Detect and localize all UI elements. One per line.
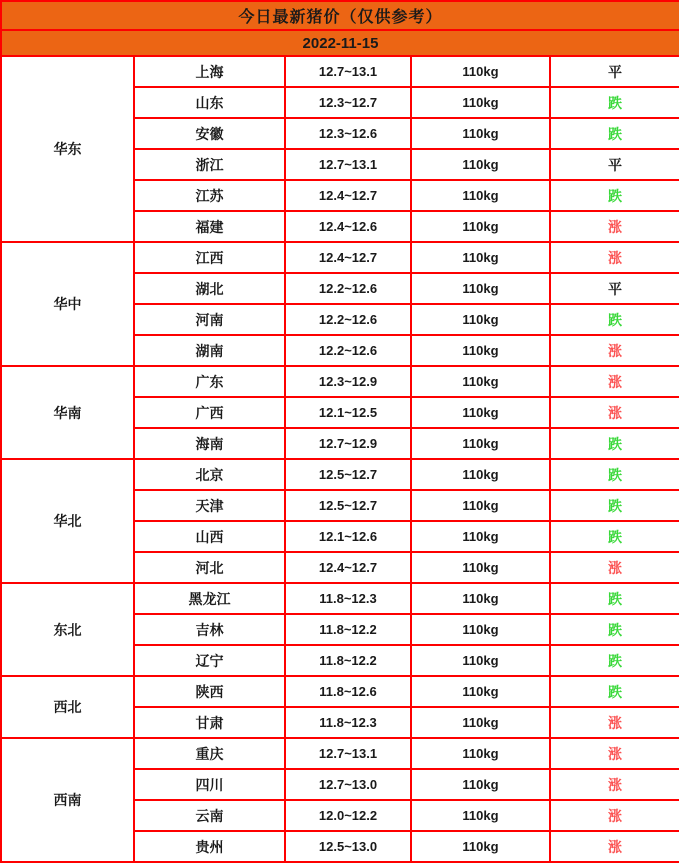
- province-cell: 江西: [134, 242, 285, 273]
- trend-cell: 涨: [550, 552, 679, 583]
- weight-cell: 110kg: [411, 645, 550, 676]
- price-range-cell: 12.7~13.1: [285, 56, 411, 87]
- region-cell: 华中: [1, 242, 134, 366]
- trend-cell: 跌: [550, 614, 679, 645]
- weight-cell: 110kg: [411, 397, 550, 428]
- table-row: [1, 242, 679, 273]
- province-cell: 福建: [134, 211, 285, 242]
- trend-cell: 跌: [550, 304, 679, 335]
- region-cell: 西南: [1, 738, 134, 862]
- province-cell: 江苏: [134, 180, 285, 211]
- province-cell: 河南: [134, 304, 285, 335]
- price-range-cell: 12.3~12.7: [285, 87, 411, 118]
- province-cell: 黑龙江: [134, 583, 285, 614]
- province-cell: 北京: [134, 459, 285, 490]
- weight-cell: 110kg: [411, 831, 550, 862]
- weight-cell: 110kg: [411, 242, 550, 273]
- province-cell: 贵州: [134, 831, 285, 862]
- province-cell: 四川: [134, 769, 285, 800]
- price-range-cell: 12.5~13.0: [285, 831, 411, 862]
- weight-cell: 110kg: [411, 707, 550, 738]
- weight-cell: 110kg: [411, 273, 550, 304]
- weight-cell: 110kg: [411, 552, 550, 583]
- date-label: 2022-11-15: [1, 30, 679, 56]
- province-cell: 重庆: [134, 738, 285, 769]
- price-range-cell: 12.5~12.7: [285, 459, 411, 490]
- province-cell: 浙江: [134, 149, 285, 180]
- weight-cell: 110kg: [411, 459, 550, 490]
- province-cell: 云南: [134, 800, 285, 831]
- province-cell: 安徽: [134, 118, 285, 149]
- page-title: 今日最新猪价（仅供参考）: [1, 1, 679, 30]
- trend-cell: 涨: [550, 831, 679, 862]
- table-row: [1, 459, 679, 490]
- table-row: [1, 738, 679, 769]
- trend-cell: 涨: [550, 397, 679, 428]
- trend-cell: 平: [550, 273, 679, 304]
- province-cell: 陕西: [134, 676, 285, 707]
- weight-cell: 110kg: [411, 614, 550, 645]
- price-range-cell: 12.1~12.5: [285, 397, 411, 428]
- trend-cell: 涨: [550, 366, 679, 397]
- weight-cell: 110kg: [411, 180, 550, 211]
- trend-cell: 涨: [550, 707, 679, 738]
- trend-cell: 涨: [550, 738, 679, 769]
- trend-cell: 跌: [550, 459, 679, 490]
- province-cell: 广西: [134, 397, 285, 428]
- weight-cell: 110kg: [411, 87, 550, 118]
- weight-cell: 110kg: [411, 149, 550, 180]
- weight-cell: 110kg: [411, 304, 550, 335]
- price-range-cell: 12.7~13.0: [285, 769, 411, 800]
- province-cell: 吉林: [134, 614, 285, 645]
- trend-cell: 平: [550, 56, 679, 87]
- price-range-cell: 11.8~12.2: [285, 614, 411, 645]
- trend-cell: 涨: [550, 211, 679, 242]
- price-range-cell: 12.1~12.6: [285, 521, 411, 552]
- trend-cell: 跌: [550, 583, 679, 614]
- trend-cell: 涨: [550, 800, 679, 831]
- weight-cell: 110kg: [411, 521, 550, 552]
- table-row: [1, 366, 679, 397]
- price-range-cell: 11.8~12.2: [285, 645, 411, 676]
- table-row: [1, 583, 679, 614]
- price-range-cell: 12.4~12.7: [285, 180, 411, 211]
- province-cell: 河北: [134, 552, 285, 583]
- weight-cell: 110kg: [411, 118, 550, 149]
- region-cell: 东北: [1, 583, 134, 676]
- province-cell: 辽宁: [134, 645, 285, 676]
- price-range-cell: 12.5~12.7: [285, 490, 411, 521]
- price-range-cell: 12.2~12.6: [285, 273, 411, 304]
- weight-cell: 110kg: [411, 490, 550, 521]
- weight-cell: 110kg: [411, 676, 550, 707]
- region-cell: 华东: [1, 56, 134, 242]
- weight-cell: 110kg: [411, 56, 550, 87]
- table-date-row: [1, 30, 679, 56]
- trend-cell: 跌: [550, 676, 679, 707]
- trend-cell: 跌: [550, 521, 679, 552]
- region-cell: 西北: [1, 676, 134, 738]
- price-range-cell: 12.7~12.9: [285, 428, 411, 459]
- province-cell: 山西: [134, 521, 285, 552]
- trend-cell: 跌: [550, 490, 679, 521]
- weight-cell: 110kg: [411, 428, 550, 459]
- weight-cell: 110kg: [411, 800, 550, 831]
- table-row: [1, 676, 679, 707]
- trend-cell: 跌: [550, 180, 679, 211]
- province-cell: 海南: [134, 428, 285, 459]
- price-range-cell: 12.4~12.7: [285, 552, 411, 583]
- trend-cell: 平: [550, 149, 679, 180]
- weight-cell: 110kg: [411, 366, 550, 397]
- price-range-cell: 12.7~13.1: [285, 738, 411, 769]
- region-cell: 华北: [1, 459, 134, 583]
- province-cell: 天津: [134, 490, 285, 521]
- price-range-cell: 12.4~12.7: [285, 242, 411, 273]
- price-range-cell: 12.3~12.9: [285, 366, 411, 397]
- trend-cell: 涨: [550, 769, 679, 800]
- province-cell: 广东: [134, 366, 285, 397]
- trend-cell: 跌: [550, 87, 679, 118]
- province-cell: 上海: [134, 56, 285, 87]
- price-range-cell: 12.0~12.2: [285, 800, 411, 831]
- province-cell: 湖北: [134, 273, 285, 304]
- trend-cell: 涨: [550, 335, 679, 366]
- province-cell: 甘肃: [134, 707, 285, 738]
- table-title-row: [1, 1, 679, 30]
- trend-cell: 跌: [550, 645, 679, 676]
- price-range-cell: 12.3~12.6: [285, 118, 411, 149]
- table-row: [1, 56, 679, 87]
- price-range-cell: 12.2~12.6: [285, 335, 411, 366]
- trend-cell: 跌: [550, 118, 679, 149]
- price-range-cell: 12.4~12.6: [285, 211, 411, 242]
- weight-cell: 110kg: [411, 738, 550, 769]
- weight-cell: 110kg: [411, 583, 550, 614]
- price-range-cell: 12.7~13.1: [285, 149, 411, 180]
- weight-cell: 110kg: [411, 211, 550, 242]
- price-table-body: [1, 1, 679, 862]
- price-range-cell: 11.8~12.3: [285, 707, 411, 738]
- trend-cell: 涨: [550, 242, 679, 273]
- weight-cell: 110kg: [411, 769, 550, 800]
- province-cell: 山东: [134, 87, 285, 118]
- province-cell: 湖南: [134, 335, 285, 366]
- price-range-cell: 11.8~12.3: [285, 583, 411, 614]
- weight-cell: 110kg: [411, 335, 550, 366]
- trend-cell: 跌: [550, 428, 679, 459]
- price-range-cell: 12.2~12.6: [285, 304, 411, 335]
- region-cell: 华南: [1, 366, 134, 459]
- price-range-cell: 11.8~12.6: [285, 676, 411, 707]
